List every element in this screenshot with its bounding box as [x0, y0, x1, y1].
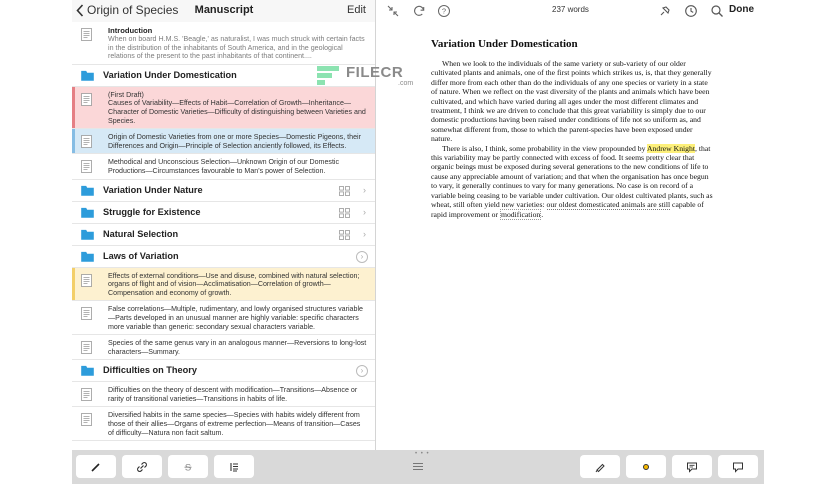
binder-folder[interactable] [72, 224, 376, 246]
document-icon [81, 28, 92, 41]
binder-pane [72, 0, 376, 450]
strikethrough-icon [182, 461, 194, 473]
document-synopsis: When on board H.M.S. 'Beagle,' as naturalist, I was much struck with certain facts in the distribution of the inhabitants of South America, and in the geological relations of the present to the past inhabitants of that continent.... [108, 35, 365, 61]
document-text[interactable] [431, 38, 715, 219]
binder-document[interactable] [72, 154, 376, 179]
folder-title: Natural Selection [103, 228, 179, 239]
binder-document[interactable] [72, 22, 376, 65]
binder-folder[interactable] [72, 202, 376, 224]
corkboard-icon[interactable] [339, 208, 350, 218]
highlighted-text[interactable]: Andrew Knight [646, 143, 696, 153]
chevron-right-icon[interactable]: › [363, 228, 366, 239]
folder-title: Struggle for Existence [103, 206, 201, 217]
document-icon [81, 341, 92, 354]
document-synopsis: Difficulties on the theory of descent with modification—Transitions—Absence or rarity of transitional varieties—Transitions in habits of life. [108, 386, 358, 403]
document-synopsis: Methodical and Unconscious Selection—Unknown Origin of our Domestic Productions—Circumstances favourable to Man's power of Selection. [108, 158, 340, 175]
document-title: Introduction [108, 26, 153, 35]
binder-title: Manuscript [194, 4, 254, 16]
folder-icon [81, 70, 94, 81]
folder-title: Variation Under Nature [103, 184, 203, 195]
folder-title: Difficulties on Theory [103, 365, 197, 376]
paragraph-2-end: . [541, 209, 544, 219]
footnote-button[interactable] [718, 455, 758, 478]
binder-document[interactable] [72, 335, 376, 360]
paragraph-2 [431, 144, 715, 219]
folder-icon [81, 185, 94, 196]
paragraph-2-middle: , that this variability may be partly connected with excess of food. It seems pretty clear that organic beings must be exposed during several generations to the new conditions of life to cause any appreciable amount of variation; and that when the organisation has once begun to vary, it generally continues to vary for many generations. No case is on record of a variable being ceasing to be variable under cultivation. Our oldest cultivated plants, such as wheat, still often yield new varieties: [431, 143, 713, 210]
drag-handle-icon[interactable] [412, 462, 424, 471]
document-icon [81, 388, 92, 401]
highlighter-icon [594, 461, 606, 473]
binder-folder[interactable] [72, 246, 376, 268]
watermark-name: FILECR [346, 64, 404, 81]
back-button[interactable] [76, 3, 178, 17]
document-icon [81, 307, 92, 320]
editor-pane [377, 0, 764, 450]
format-list-icon [228, 461, 240, 473]
collapse-arrows-icon[interactable] [386, 4, 400, 18]
link-icon [136, 461, 148, 473]
svg-text:?: ? [441, 6, 447, 16]
document-title: Variation Under Domestication [431, 38, 578, 50]
corkboard-icon[interactable] [339, 230, 350, 240]
document-icon [81, 413, 92, 426]
document-icon [81, 135, 92, 148]
compose-button[interactable] [76, 455, 116, 478]
chevron-right-icon[interactable]: › [363, 184, 366, 195]
folder-icon [81, 251, 94, 262]
pin-icon[interactable] [658, 4, 672, 18]
drag-dots-icon: • • • [415, 451, 430, 457]
svg-text:S: S [184, 462, 192, 473]
format-list-button[interactable] [214, 455, 254, 478]
document-icon [81, 274, 92, 287]
binder-document[interactable] [72, 301, 376, 335]
back-button-label: Origin of Species [87, 3, 179, 17]
disclosure-circle-icon[interactable]: › [356, 251, 368, 263]
binder-document[interactable] [72, 407, 376, 441]
word-count: 237 words [552, 5, 589, 14]
editor-navigation-bar [377, 0, 764, 22]
edit-button[interactable]: Edit [347, 4, 366, 16]
color-dot-icon [640, 461, 652, 473]
binder-document[interactable] [72, 382, 376, 407]
paragraph-1: When we look to the individuals of the same variety or sub-variety of our older cultivated plants and animals, one of the first points which strikes us, is, that they generally differ more from each other than do the individuals of any one species or variety in a state of nature. When we reflect on the vast diversity of the plants and animals which have been cultivated, and which have varied during all ages under the most different climates and treatment, I think we are driven to conclude that this great variability is simply due to our domestic productions having been raised under conditions of life not so uniform as, and somewhat different from, those to which the parent-species have been exposed under nature. [431, 59, 712, 144]
commented-text[interactable]: our oldest domesticated animals are still [546, 200, 671, 210]
help-icon[interactable] [437, 4, 451, 18]
watermark-suffix: .com [398, 80, 414, 87]
binder-list [72, 22, 376, 441]
footnoted-text[interactable]: modification [500, 209, 541, 219]
folder-icon [81, 207, 94, 218]
paragraph-2-continued: capable of rapid improvement or [431, 200, 704, 219]
folder-icon [81, 229, 94, 240]
document-synopsis: Species of the same genus vary in an analogous manner—Reversions to long-lost characters—Summary. [108, 339, 367, 356]
disclosure-circle-icon[interactable]: › [356, 365, 368, 377]
document-synopsis: Origin of Domestic Varieties from one or more Species—Domestic Pigeons, their Differences and Origin—Principle of Selection anciently followed, its Effects. [108, 133, 361, 150]
bottom-toolbar [72, 450, 764, 484]
text-color-button[interactable] [626, 455, 666, 478]
folder-icon [81, 365, 94, 376]
binder-folder[interactable] [72, 360, 376, 382]
strikethrough-button[interactable] [168, 455, 208, 478]
document-synopsis: Effects of external conditions—Use and disuse, combined with natural selection; organs of flight and of vision—Acclimatisation—Correlation of growth—Compensation and economy of growth. [108, 271, 360, 297]
chevron-right-icon[interactable]: › [363, 206, 366, 217]
chevron-left-icon [76, 4, 84, 17]
document-icon [81, 93, 92, 106]
sync-icon[interactable] [412, 4, 426, 18]
link-button[interactable] [122, 455, 162, 478]
binder-folder[interactable] [72, 65, 376, 87]
folder-title: Laws of Variation [103, 250, 179, 261]
corkboard-icon[interactable] [339, 186, 350, 196]
binder-document[interactable] [72, 129, 376, 154]
comment-button[interactable] [672, 455, 712, 478]
pencil-icon [90, 461, 102, 473]
search-icon[interactable] [710, 4, 724, 18]
footnote-icon [732, 461, 744, 473]
binder-folder[interactable] [72, 180, 376, 202]
document-synopsis: (First Draft) Causes of Variability—Effects of Habit—Correlation of Growth—Inheritance—Character of Domestic Varieties—Difficulty of distinguishing between Varieties and Species. [108, 90, 366, 125]
document-synopsis: Diversified habits in the same species—Species with habits widely different from those of their allies—Organs of extreme perfection—Means of transition—Cases of difficulty—Natura non facit saltum. [108, 411, 361, 437]
binder-document[interactable] [72, 268, 376, 302]
history-icon[interactable] [684, 4, 698, 18]
binder-document[interactable] [72, 87, 376, 129]
highlighter-button[interactable] [580, 455, 620, 478]
comment-icon [686, 461, 698, 473]
folder-title: Variation Under Domestication [103, 69, 237, 80]
scrivener-window [72, 0, 764, 484]
paragraph-2-start: There is also, I think, some probability in the view propounded by [442, 143, 647, 153]
document-synopsis: False correlations—Multiple, rudimentary, and lowly organised structures variable—Parts developed in an unusual manner are highly variable: specific characters more variable than generic: secondary sexual characters variable. [108, 305, 363, 331]
done-button[interactable]: Done [729, 4, 754, 15]
binder-navigation-bar [72, 0, 376, 22]
document-icon [81, 160, 92, 173]
